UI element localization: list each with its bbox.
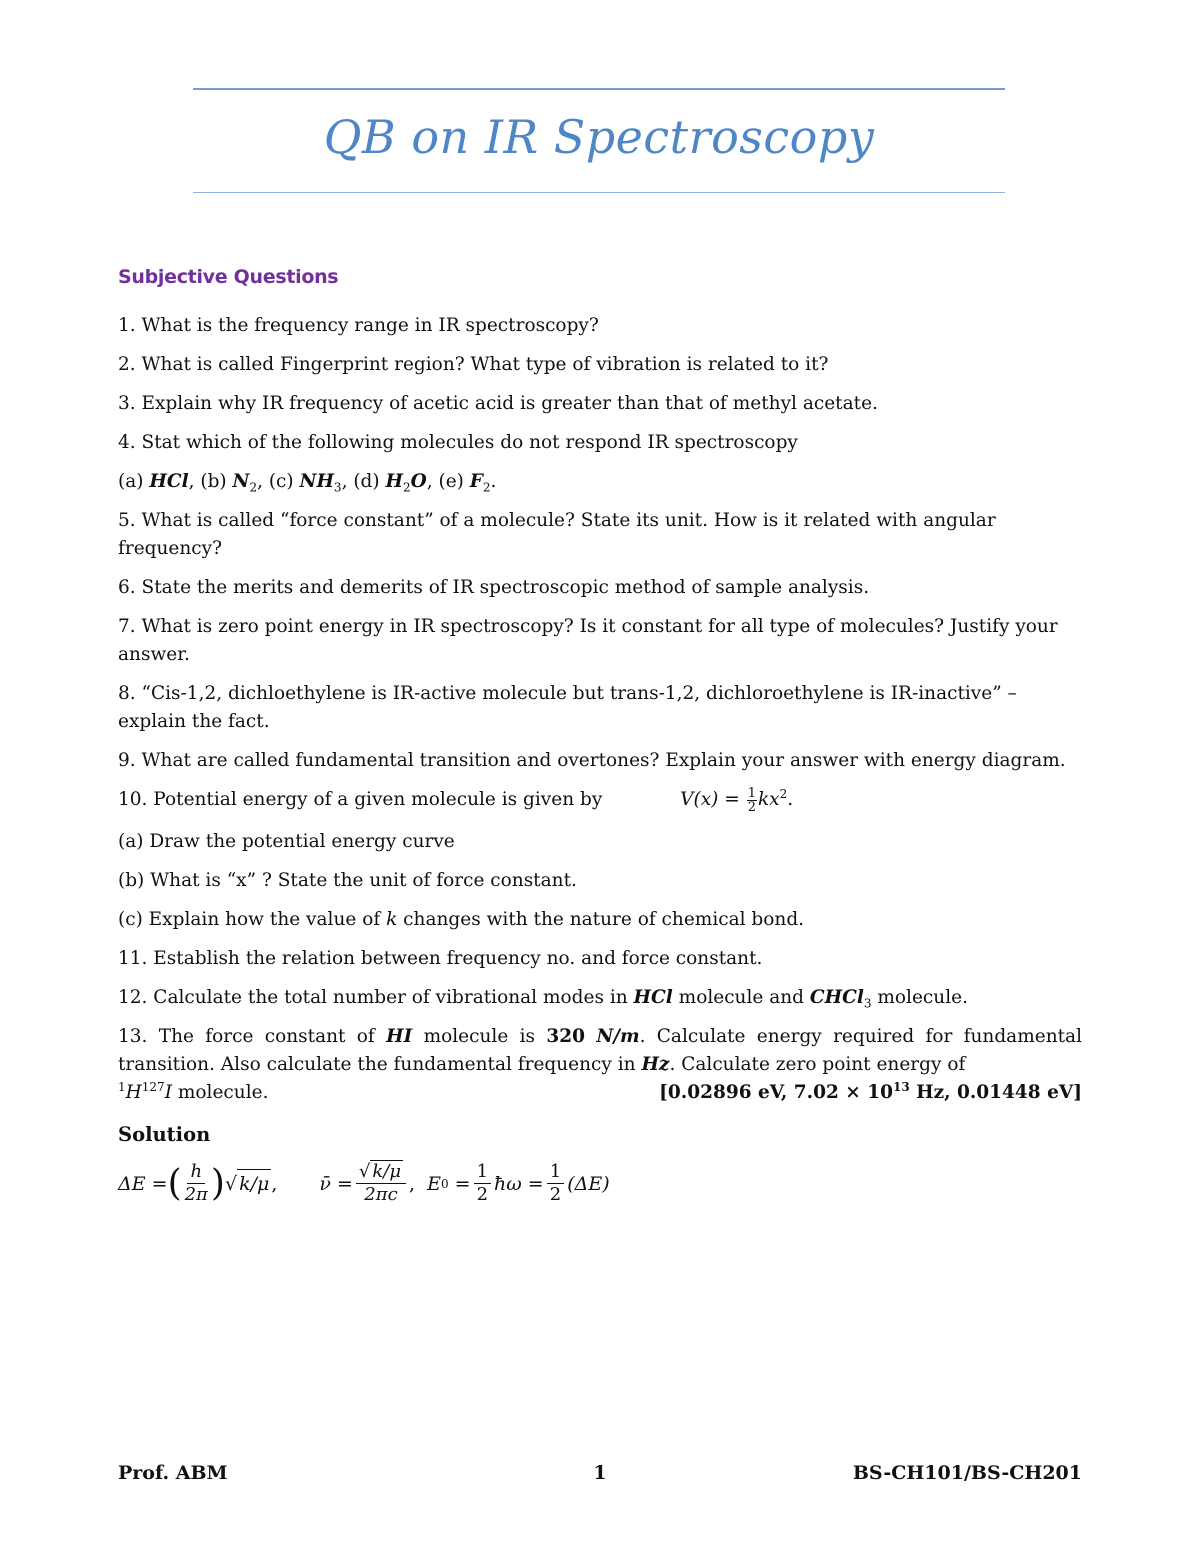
question-13-post: . Calculate energy required for fundamental transition. Also calculate the fundamental frequency in [118, 1026, 1083, 1075]
isotope-h-mass: 1 [118, 1079, 126, 1094]
potential-power: 2 [779, 786, 788, 801]
footer-course-code: BS-CH101/BS-CH201 [852, 1462, 1082, 1484]
sqrt-k-mu: k/μ [237, 1169, 271, 1198]
option-d-label: , (d) [341, 471, 386, 492]
question-13-post2: . Calculate zero point energy of [669, 1054, 966, 1075]
option-end: . [490, 471, 497, 492]
option-d-tail: O [410, 471, 427, 492]
half-den-1: 2 [476, 1184, 489, 1205]
question-13-mid: molecule is [412, 1026, 547, 1047]
wavenumber-numerator: √ k/μ [356, 1161, 406, 1184]
answer-key [659, 1079, 1082, 1107]
footer-page-number: 1 [593, 1462, 607, 1484]
h-numerator: h [187, 1161, 205, 1184]
potential-lhs: V(x) = [680, 789, 740, 810]
question-12 [118, 984, 1082, 1012]
hz-unit: Hz [641, 1054, 670, 1075]
zpe-half-2 [547, 1161, 564, 1206]
question-10c-post: changes with the nature of chemical bond. [397, 909, 805, 930]
option-b-label: , (b) [188, 471, 233, 492]
option-a: HCl [149, 471, 189, 492]
wavenumber-sqrt: k/μ [372, 1161, 402, 1182]
half-num-2: 1 [547, 1161, 564, 1184]
question-4-options [118, 468, 1082, 496]
solution-formulas: ΔE = ( $\frac{h}{2\pi}$ ) √ k/μ , ν̄ = $\frac{√ k/\mu}{2\pi c}$ , E 0 = $\frac{1}{2}$ ħω = $\frac{1}{2}$ (ΔE) [118, 1161, 610, 1205]
2pi-denominator: 2π [184, 1184, 208, 1205]
isotope-i-mass: 127 [141, 1079, 165, 1094]
solution-heading: Solution [118, 1123, 211, 1146]
question-11: 11. Establish the relation between frequency no. and force constant. [118, 948, 763, 969]
question-2: 2. What is called Fingerprint region? What type of vibration is related to it? [118, 354, 829, 375]
question-7: 7. What is zero point energy in IR spectroscopy? Is it constant for all type of molecules? Justify your answer. [118, 616, 1058, 665]
force-constant-unit: N/m [596, 1026, 640, 1047]
right-paren: ) [210, 1162, 225, 1204]
question-4: 4. Stat which of the following molecules do not respond IR spectroscopy [118, 432, 798, 453]
question-1: 1. What is the frequency range in IR spectroscopy? [118, 315, 599, 336]
option-e-sub: 2 [482, 480, 491, 495]
question-10 [118, 786, 1082, 814]
section-heading: Subjective Questions [118, 266, 339, 288]
question-13-post3: molecule. [172, 1082, 269, 1103]
option-b-sub: 2 [249, 480, 258, 495]
option-c: NH [299, 471, 334, 492]
question-10-text: 10. Potential energy of a given molecule is given by [118, 789, 603, 810]
half-num-1: 1 [474, 1161, 491, 1184]
isotope-i: I [164, 1082, 172, 1103]
option-d: H [385, 471, 403, 492]
2pic-denominator: 2πc [364, 1184, 398, 1205]
question-10c-var: k [386, 909, 398, 930]
hbar-omega: ħω = [494, 1172, 544, 1195]
hcl-formula: HCl [633, 987, 673, 1008]
zpe-equals: = [454, 1172, 471, 1195]
option-c-sub: 3 [333, 480, 342, 495]
question-13-last-line [118, 1079, 1082, 1107]
potential-equation [680, 785, 794, 815]
fraction-denominator: 2 [747, 799, 756, 815]
question-9: 9. What are called fundamental transition and overtones? Explain your answer with energy diagram. [118, 750, 1066, 771]
isotope-h: H [125, 1082, 142, 1103]
question-10b: (b) What is “x” ? State the unit of force constant. [118, 870, 577, 891]
chcl3-formula: CHCl [809, 987, 864, 1008]
half-den-2: 2 [549, 1184, 562, 1205]
option-e-label: , (e) [426, 471, 470, 492]
left-paren: ( [167, 1162, 182, 1204]
zpe-half-1 [474, 1161, 491, 1206]
title-bottom-rule [193, 192, 1005, 193]
question-5: 5. What is called “force constant” of a molecule? State its unit. How is it related with angular frequency? [118, 510, 996, 559]
isotope-line [118, 1079, 268, 1107]
question-13 [118, 1023, 1082, 1079]
question-3: 3. Explain why IR frequency of acetic acid is greater than that of methyl acetate. [118, 393, 878, 414]
question-6: 6. State the merits and demerits of IR spectroscopic method of sample analysis. [118, 577, 870, 598]
answer-tail: Hz, 0.01448 eV] [909, 1082, 1082, 1103]
option-c-label: , (c) [257, 471, 300, 492]
option-b: N [232, 471, 250, 492]
answer-main: [0.02896 eV, 7.02 × 10 [659, 1082, 893, 1103]
footer-author: Prof. ABM [118, 1462, 228, 1484]
question-list [118, 312, 1082, 1206]
delta-e-lhs: ΔE = [118, 1172, 168, 1195]
wavenumber-lhs: ν̄ = [319, 1172, 353, 1195]
zpe-lhs: E [427, 1172, 441, 1195]
question-10c-pre: (c) Explain how the value of [118, 909, 387, 930]
question-10c [118, 906, 1082, 934]
question-8: 8. “Cis-1,2, dichloethylene is IR-active molecule but trans-1,2, dichloroethylene is IR-inactive” – explain the fact. [118, 683, 1017, 732]
question-12-pre: 12. Calculate the total number of vibrational modes in [118, 987, 634, 1008]
h-over-2pi [185, 1161, 208, 1206]
question-12-mid: molecule and [672, 987, 810, 1008]
option-d-sub: 2 [402, 480, 411, 495]
potential-fraction [747, 787, 757, 814]
potential-rhs: kx [757, 789, 780, 810]
delta-e-half: (ΔE) [567, 1172, 610, 1195]
question-13-pre: 13. The force constant of [118, 1026, 387, 1047]
document-title: QB on IR Spectroscopy [323, 110, 875, 164]
question-10a: (a) Draw the potential energy curve [118, 831, 455, 852]
option-e: F [469, 471, 483, 492]
fraction-numerator: 1 [747, 785, 756, 801]
title-top-rule [193, 88, 1005, 90]
wavenumber-fraction [356, 1161, 406, 1206]
chcl3-sub: 3 [863, 996, 872, 1011]
sqrt-symbol: √ [224, 1172, 238, 1195]
hi-formula: HI [386, 1026, 413, 1047]
force-constant-value: 320 [546, 1026, 585, 1047]
question-12-post: molecule. [871, 987, 968, 1008]
answer-exponent: 13 [892, 1079, 910, 1094]
option-a-label: (a) [118, 471, 150, 492]
potential-end: . [787, 789, 794, 810]
